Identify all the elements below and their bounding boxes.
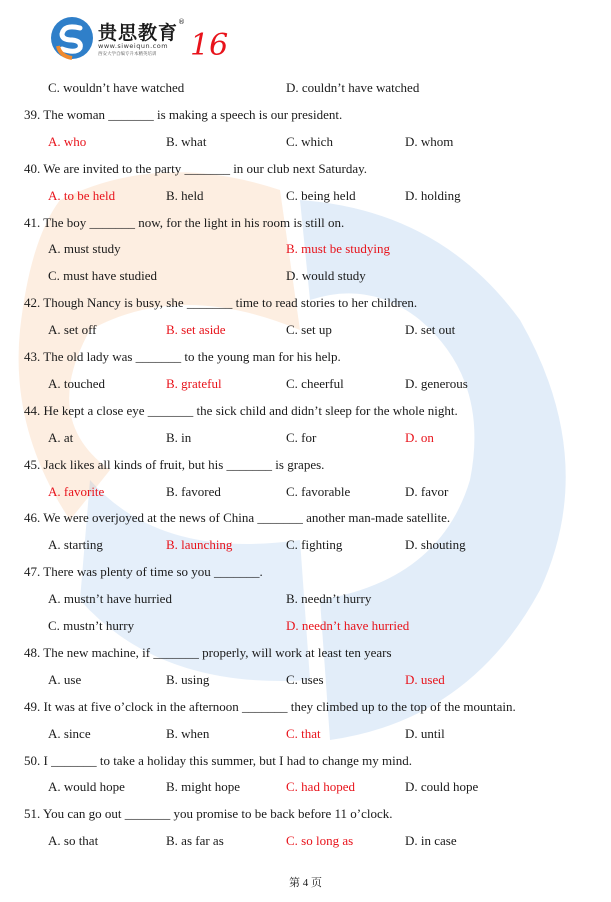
brand-tagline: 西安大学自编专升本精英培训 [98,52,157,57]
answer-option: A. to be held [48,187,116,203]
brand-name: 贵思教育 [98,22,179,44]
question-stem: 40. We are invited to the party _______ in our club next Saturday. [24,160,368,176]
question-stem: 50. I _______ to take a holiday this summer, but I had to change my mind. [24,752,412,768]
anniversary-16-icon [188,22,228,62]
answer-option: A. would hope [48,779,125,795]
question-stem: 43. The old lady was _______ to the young man for his help. [24,349,341,364]
answer-option: D. holding [405,187,461,203]
answer-option: C. cheerful [286,375,344,391]
brand-s-icon [50,16,94,60]
answer-option: C. set up [286,322,332,338]
answer-option: D. set out [405,322,456,338]
answer-option: B. needn’t hurry [286,591,372,607]
answer-option: B. must be studying [286,241,391,257]
page-number: 第 4 页 [289,877,322,889]
answer-option: C. which [286,133,333,149]
answer-option: C. must have studied [48,268,158,284]
answer-option: C. wouldn’t have watched [48,80,185,95]
answer-option: D. used [405,671,445,687]
answer-option: C. mustn’t hurry [48,618,135,633]
answer-option: D. shouting [405,537,466,553]
answer-option: B. grateful [166,375,222,391]
question-stem: 47. There was plenty of time so you _______. [24,564,263,580]
answer-option: C. that [286,725,321,741]
answer-option: A. touched [48,375,106,391]
answer-option: B. when [166,725,210,741]
answer-option: D. generous [405,375,468,391]
answer-option: B. launching [166,537,233,553]
question-stem: 44. He kept a close eye _______ the sick child and didn’t sleep for the whole night. [24,402,458,418]
question-stem: 42. Though Nancy is busy, she _______ time to read stories to her children. [24,295,418,311]
question-stem: 46. We were overjoyed at the news of China _______ another man-made satellite. [24,510,451,526]
answer-option: B. favored [166,483,221,499]
answer-option: C. fighting [286,537,343,553]
answer-option: B. what [166,133,207,149]
answer-option: B. as far as [166,833,224,849]
answer-option: B. set aside [166,322,226,338]
answer-option: D. whom [405,133,454,149]
answer-option: A. so that [48,833,99,849]
header-logo [50,16,230,62]
answer-option: A. who [48,133,87,149]
question-stem: 48. The new machine, if _______ properly, will work at least ten years [24,644,392,660]
question-stem: 41. The boy _______ now, for the light in his room is still on. [24,214,345,230]
question-stem: 49. It was at five o’clock in the afternoon _______ they climbed up to the top of the mountain. [24,698,516,714]
answer-option: D. needn’t have hurried [286,618,410,633]
svg-text:16: 16 [190,28,228,62]
answer-option: D. in case [405,833,457,849]
question-stem: 39. The woman _______ is making a speech is our president. [24,106,343,122]
answer-option: A. must study [48,241,121,257]
answer-option: A. use [48,671,82,687]
answer-option: A. set off [48,322,97,338]
answer-option: D. could hope [405,779,479,795]
answer-option: B. in [166,429,192,445]
question-stem: 45. Jack likes all kinds of fruit, but his _______ is grapes. [24,456,325,472]
answer-option: A. mustn’t have hurried [48,591,172,607]
answer-option: B. held [166,187,204,203]
answer-option: B. using [166,671,210,687]
answer-option: D. on [405,429,434,445]
answer-option: C. favorable [286,483,351,499]
brand-url: www.siweiqun.com [98,42,169,50]
answer-option: C. being held [286,187,356,203]
answer-option: C. for [286,429,317,445]
answer-option: A. favorite [48,483,105,499]
answer-option: D. until [405,725,445,741]
answer-option: D. would study [286,268,366,284]
answer-option: A. starting [48,537,103,553]
answer-option: A. at [48,429,74,445]
answer-option: A. since [48,725,91,741]
question-stem: 51. You can go out _______ you promise to be back before 11 o’clock. [24,806,393,822]
registered-mark: ® [178,18,185,26]
answer-option: C. so long as [286,833,354,849]
answer-option: B. might hope [166,779,241,795]
answer-option: C. had hoped [286,779,355,795]
answer-option: D. favor [405,483,449,499]
answer-option: C. uses [286,671,324,687]
answer-option: D. couldn’t have watched [286,80,420,95]
